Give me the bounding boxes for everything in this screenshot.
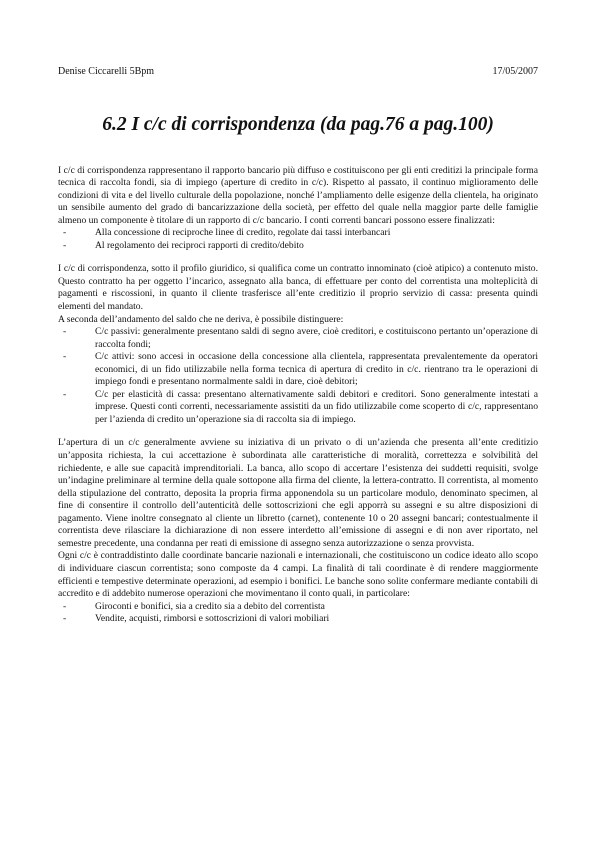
list-item: - C/c passivi: generalmente presentano saldi di segno avere, cioè creditori, e costituiscono pertanto un’operazione di raccolta fondi;	[58, 326, 538, 351]
legal-paragraph: I c/c di corrispondenza, sotto il profilo giuridico, si qualifica come un contratto innominato (cioè atipico) a contenuto misto. Questo contratto ha per oggetto l’incarico, assegnato alla banca, di effettuare per conto del correntista una molteplicità di pagamenti e riscossioni, in quanto il cliente trasferisce all’ente creditizio il proprio servizio di cassa: presenta quindi elementi del mandato.	[58, 263, 538, 313]
list-item: - Giroconti e bonifici, sia a credito sia a debito del correntista	[58, 601, 538, 614]
intro-paragraph: I c/c di corrispondenza rappresentano il rapporto bancario più diffuso e costituiscono per gli enti creditizi la principale forma tecnica di raccolta fondi, sia di impiego (aperture di credito in c/c). Rispetto al passato, il continuo miglioramento delle condizioni di vita e del livello culturale della popolazione, nonché l’ampliamento delle esigenze della clientela, ha originato un sensibile aumento del grado di bancarizzazione della società, per effetto del quale nella maggior parte delle famiglie almeno un componente è titolare di un rapporto di c/c bancario. I conti correnti bancari possono essere finalizzati:	[58, 164, 538, 226]
document-date: 17/05/2007	[492, 66, 538, 77]
purpose-list	[58, 227, 538, 252]
page-header	[58, 66, 538, 79]
list-item: - C/c per elasticità di cassa: presentano alternativamente saldi debitori e creditori. Sono generalmente intestati a imprese. Questi conti correnti, necessariamente assistiti da un fido utilizzabile come scoperto di c/c, rappresentano per l’azienda di credito un’operazione sia di raccolta sia di impiego.	[58, 389, 538, 427]
page-title: 6.2 I c/c di corrispondenza (da pag.76 a pag.100)	[102, 113, 494, 135]
opening-paragraph: L’apertura di un c/c generalmente avviene su iniziativa di un privato o di un’azienda che presenta all’ente creditizio un’apposita richiesta, la cui accettazione è subordinata alle caratteristiche di moralità, correttezza e solvibilità del richiedente, e alle sue capacità imprenditoriali. La banca, allo scopo di accertare l’esistenza dei suddetti requisiti, svolge un’indagine preliminare al termine della quale sottopone alla firma del cliente, la lettera-contratto. Il correntista, al momento della stipulazione del contratto, deposita la propria firma apponendola su un particolare modulo, denominato specimen, al fine di consentire il controllo dell’autenticità delle sottoscrizioni che egli apporrà su assegni e su altre disposizioni di pagamento. Viene inoltre consegnato al cliente un libretto (carnet), contenente 10 o 20 assegni bancari; contestualmente il correntista deve rilasciare la dichiarazione di non essere interdetto all’emissione di assegni e di non aver riportato, nel semestre precedente, una condanna per reati di emissione di assegno senza autorizzazione o senza provvista.	[58, 437, 538, 549]
list-item: - Al regolamento dei reciproci rapporti di credito/debito	[58, 240, 538, 253]
list-item: - Vendite, acquisti, rimborsi e sottoscrizioni di valori mobiliari	[58, 613, 538, 626]
operations-list	[58, 601, 538, 626]
account-types-list	[58, 326, 538, 426]
list-item: - C/c attivi: sono accesi in occasione della concessione alla clientela, rappresentata prevalentemente da operatori economici, di un fido utilizzabile nella forma tecnica di apertura di credito in c/c. rientrano tra le operazioni di impiego fondi e presentano normalmente saldi in dare, cioè debitori;	[58, 351, 538, 389]
list-item: - Alla concessione di reciproche linee di credito, regolate dai tassi interbancari	[58, 227, 538, 240]
author-name: Denise Ciccarelli 5Bpm	[58, 66, 155, 77]
classification-intro: A seconda dell’andamento del saldo che ne deriva, è possibile distinguere:	[58, 313, 344, 325]
coordinates-paragraph: Ogni c/c è contraddistinto dalle coordinate bancarie nazionali e internazionali, che costituiscono un codice ideato allo scopo di individuare ciascun correntista; sono composte da 4 campi. La finalità di tali coordinate è di rendere maggiormente efficienti e tempestive determinate operazioni, ad esempio i bonifici. Le banche sono solite confermare mediante contabili di accredito e di addebito numerose operazioni che movimentano il conto quali, in particolare:	[58, 550, 538, 600]
